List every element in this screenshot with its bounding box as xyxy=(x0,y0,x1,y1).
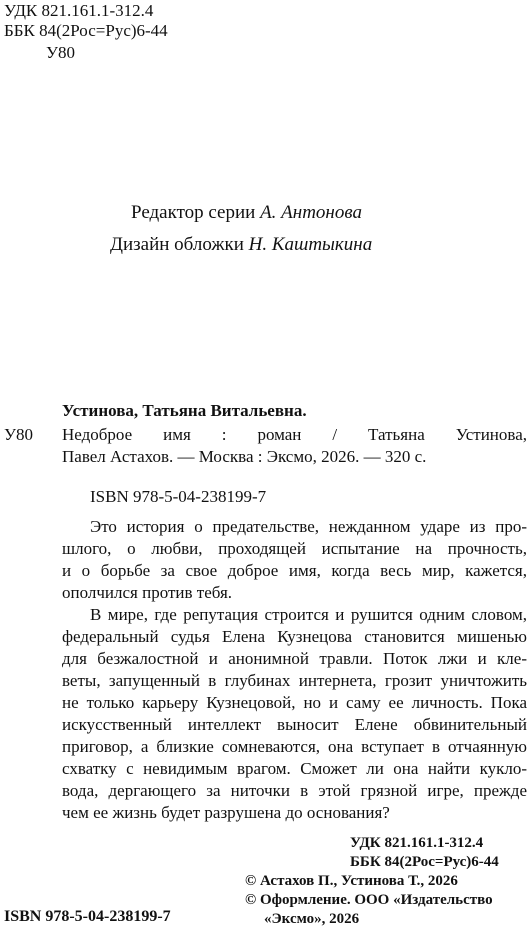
annotation-p2-line: для безжалостной и анонимной травли. Поток лжи и кле- xyxy=(62,649,527,668)
annotation-p2-line: В мире, где репутация строится и рушится одним словом, xyxy=(90,605,527,624)
annotation-p2-line: схватку с невидимым врагом. Сможет ли она найти кукло- xyxy=(62,759,527,778)
editor-role: Редактор серии xyxy=(131,202,256,223)
designer-credit xyxy=(110,234,372,256)
footer-isbn: ISBN 978-5-04-238199-7 xyxy=(4,908,171,925)
copyright-design-line1: © Оформление. ООО «Издательство xyxy=(245,892,493,908)
editor-credit xyxy=(131,202,362,224)
header-author-mark: У80 xyxy=(46,43,76,62)
annotation-p2-line: искусственный интеллект выносит Елене обвинительный xyxy=(62,715,527,734)
record-isbn: ISBN 978-5-04-238199-7 xyxy=(90,487,267,506)
copyright-authors: © Астахов П., Устинова Т., 2026 xyxy=(245,873,458,889)
annotation-p2-line: приговор, а близкие сомневаются, она вступает в отчаянную xyxy=(62,737,527,756)
annotation-p2-line: вода, дергающего за ниточки в этой грязной игре, прежде xyxy=(62,781,527,800)
classification-udk: УДК 821.161.1-312.4 xyxy=(350,835,484,851)
record-title-line1: Недоброе имя : роман / Татьяна Устинова, xyxy=(62,425,527,444)
designer-role: Дизайн обложки xyxy=(110,234,244,255)
record-title-line2: Павел Астахов. — Москва : Эксмо, 2026. — 320 с. xyxy=(62,447,427,466)
record-author-mark: У80 xyxy=(4,425,34,444)
annotation-p1-line: и о борьбе за свое доброе имя, когда весь мир, кажется, xyxy=(62,561,527,580)
copyright-design-line2: «Эксмо», 2026 xyxy=(264,911,360,927)
editor-name: А. Антонова xyxy=(260,202,362,223)
annotation-p2-line: не только карьеру Кузнецовой, но и саму ее личность. Пока xyxy=(62,693,527,712)
header-udk: УДК 821.161.1-312.4 xyxy=(4,1,154,20)
annotation-p2-line: чем ее жизнь будет разрушена до основания? xyxy=(62,803,390,822)
annotation-p1-line: ополчился против тебя. xyxy=(62,583,233,602)
annotation-p2-line: федеральный судья Елена Кузнецова становится мишенью xyxy=(62,627,527,646)
classification-bbk: ББК 84(2Рос=Рус)6-44 xyxy=(350,854,499,870)
annotation-p1-line: Это история о предательстве, нежданном ударе из про- xyxy=(90,517,527,536)
annotation-p1-line: шлого, о любви, проходящей испытание на прочность, xyxy=(62,539,527,558)
designer-name: Н. Каштыкина xyxy=(248,234,373,255)
annotation-p2-line: веты, запущенный в глубинах интернета, грозит уничтожить xyxy=(62,671,527,690)
author-heading: Устинова, Татьяна Витальевна. xyxy=(62,401,307,420)
header-bbk: ББК 84(2Рос=Рус)6-44 xyxy=(4,21,168,40)
